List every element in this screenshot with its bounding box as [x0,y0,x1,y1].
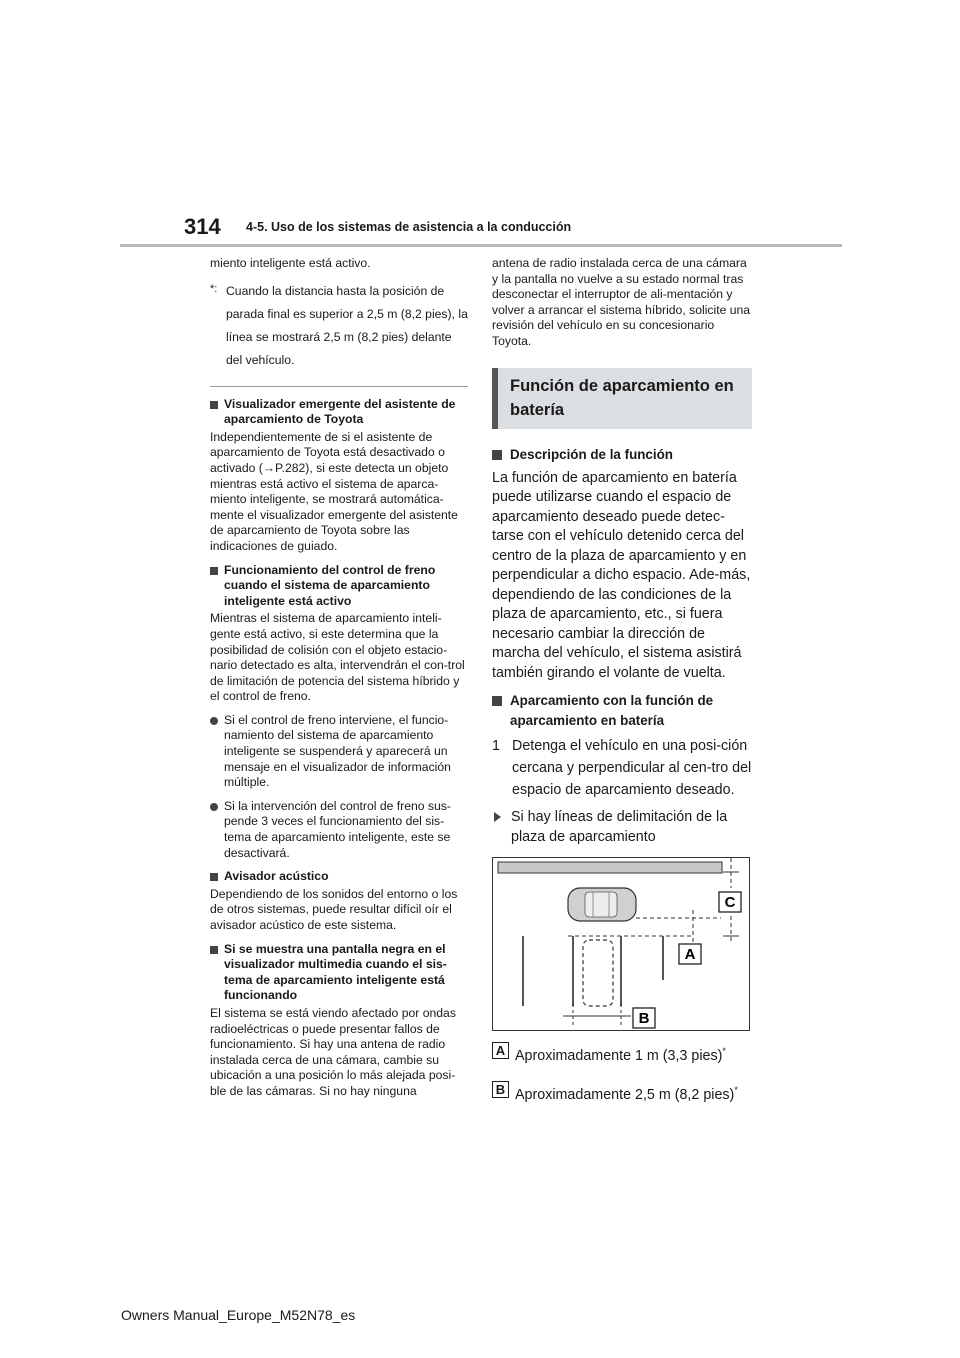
subheading [492,445,752,465]
subheading-text: Visualizador emergente del asistente de aparcamiento de Toyota [224,396,456,427]
right-column [492,256,752,1119]
page-number: 314 [184,214,221,239]
subheading-text: Avisador acústico [224,869,329,884]
paragraph: Independientemente de si el asistente de aparcamiento de Toyota está desactivado o activado (→P.282), si este detecta un objeto mientras está activo el sistema de aparca-miento inteligente, se mostrará automática-mente el visualizador emergente del asistente de aparcamiento de Toyota sobre las indicaciones de guiado. [210,429,458,553]
legend-text: Aproximadamente 2,5 m (8,2 pies)* [515,1084,738,1103]
subheading-text: Descripción de la función [510,446,673,462]
square-bullet-icon [210,401,218,409]
section-divider [210,386,468,387]
curb [498,862,722,873]
legend-item [492,1080,752,1105]
legend-item [492,1041,752,1066]
section-title: Función de aparcamiento en batería [492,368,752,429]
list-item [210,799,468,861]
list-item-text: Si la intervención del control de freno sus-pende 3 veces el funcionamiento del sis-tema de aparcamiento inteligente, este se desactivará. [224,798,451,860]
label-b [633,1008,655,1028]
paragraph: La función de aparcamiento en batería puede utilizarse cuando el espacio de aparcamiento deseado puede detec-tarse con el vehículo detenido cerca del centro de la plaza de aparcamiento y en perpendicular a dicho espacio. Ade-más, dependiendo de las condiciones de la plaza de aparcamiento, etc., si fuera necesario cambiar la dirección de marcha del vehículo, el sistema asistirá también girando el volante de vuelta. [492,469,751,681]
square-bullet-icon [210,567,218,575]
square-bullet-icon [210,946,218,954]
list-item [492,807,752,847]
car-icon [568,888,636,921]
header-rule [120,244,842,247]
paragraph: El sistema se está viendo afectado por ondas radioeléctricas o puede presentar fallos de funcionamiento. Si hay una antena de radio instalada cerca de una cámara, cambie su ubicación a una posición lo más alejada posi-ble de las cámaras. Si no hay ninguna [210,1005,456,1098]
paragraph: Dependiendo de los sonidos del entorno o los de otros sistemas, puede resultar difícil oír el avisador acústico de este sistema. [210,886,458,932]
footnote [210,280,468,372]
chapter-title: 4-5. Uso de los sistemas de asistencia a la conducción [246,220,572,234]
target-parking-space [583,940,613,1006]
legend-letter: B [492,1081,509,1098]
subheading-text: Funcionamiento del control de freno cuando el sistema de aparcamiento inteligente está activo [224,562,436,608]
triangle-bullet-icon [494,812,501,822]
step-text: Detenga el vehículo en una posi-ción cercana y perpendicular al cen-tro del espacio de aparcamiento deseado. [512,738,752,799]
subheading [210,942,468,1004]
legend-letter: A [492,1042,509,1059]
subheading-text: Si se muestra una pantalla negra en el visualizador multimedia cuando el sis-tema de aparcamiento inteligente está funcionando [224,941,447,1003]
svg-text:B: B [638,1010,650,1028]
step-number: 1 [492,738,500,755]
footer-text: Owners Manual_Europe_M52N78_es [121,1307,356,1323]
subheading-text: Aparcamiento con la función de aparcamiento en batería [510,693,714,729]
list-item-text: Si hay líneas de delimitación de la plaza de aparcamiento [511,809,728,846]
footnote-mark: * [722,1046,726,1057]
square-bullet-icon [492,696,502,706]
left-column [210,256,468,1108]
parking-diagram [492,857,750,1031]
label-c [719,892,741,912]
parking-diagram-svg [493,858,749,1030]
circle-bullet-icon [210,717,218,725]
footnote-mark: *: [210,282,218,295]
square-bullet-icon [210,873,218,881]
svg-text:C: C [724,894,736,912]
footnote-mark: * [734,1084,738,1095]
label-a [679,944,701,964]
paragraph: antena de radio instalada cerca de una cámara y la pantalla no vuelve a su estado normal tras desconectar el interruptor de ali-mentación y volver a arrancar el sistema híbrido, solicite una revisión del vehículo en su concesionario Toyota. [492,256,751,348]
footnote-text: Cuando la distancia hasta la posición de parada final es superior a 2,5 m (8,2 pies), la línea se mostrará 2,5 m (8,2 pies) delante del vehículo. [226,283,468,367]
subheading [210,397,468,428]
legend-text: Aproximadamente 1 m (3,3 pies)* [515,1046,726,1064]
square-bullet-icon [492,450,502,460]
step-item [492,735,752,801]
intro-text: miento inteligente está activo. [210,256,371,270]
svg-text:A: A [684,946,696,964]
subheading [210,869,468,885]
subheading [210,563,468,610]
list-item [210,713,468,791]
paragraph: Mientras el sistema de aparcamiento inteli-gente está activo, si este determina que la posibilidad de colisión con el objeto estacio-nario detectado es alta, intervendrán el con-trol de limitación de potencia del sistema híbrido y el control de freno. [210,611,465,704]
circle-bullet-icon [210,803,218,811]
subheading [492,691,752,731]
list-item-text: Si el control de freno interviene, el funcio-namiento del sistema de aparcamiento inteligente se suspenderá y aparecerá un mensaje en el visualizador de información múltiple. [224,712,451,790]
